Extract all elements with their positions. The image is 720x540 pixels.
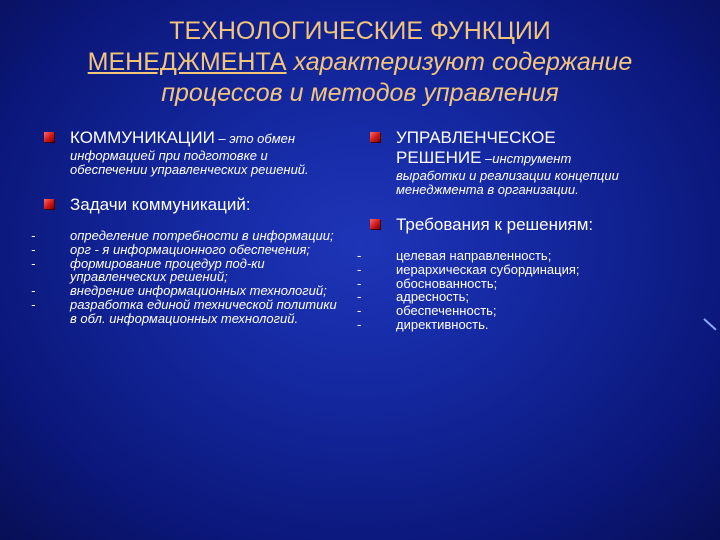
square-bullet-icon: [44, 199, 54, 209]
decorative-line: [703, 318, 716, 330]
list-item: - целевая направленность;: [370, 249, 690, 263]
title-line1: ТЕХНОЛОГИЧЕСКИЕ ФУНКЦИИ: [169, 17, 551, 45]
list-item: - определение потребности в информации;: [44, 229, 344, 243]
communications-suffix: – это обмен: [214, 131, 296, 146]
list-item: - внедрение информационных технологий;: [44, 284, 344, 298]
tasks-list: [44, 229, 344, 326]
decision-suffix: –инструмент: [481, 151, 572, 166]
list-item: - орг - я информационного обеспечения;: [44, 243, 344, 257]
requirements-list: [370, 249, 690, 332]
list-item: - обеспеченность;: [370, 304, 690, 318]
title-line3: процессов и методов управления: [161, 79, 559, 107]
decision-desc: выработки и реализации концепции менеджмента в организации.: [396, 168, 619, 197]
square-bullet-icon: [44, 132, 54, 142]
list-item: - иерархическая субординация;: [370, 263, 690, 277]
decision-block: [370, 128, 690, 197]
list-item: - разработка единой технической политики в обл. информационных технологий.: [44, 298, 344, 326]
communications-desc: информацией при подготовке и обеспечении управленческих решений.: [70, 148, 309, 177]
list-item: - адресность;: [370, 290, 690, 304]
title-line2-rest: характеризуют содержание: [286, 48, 633, 76]
list-item: - директивность.: [370, 318, 690, 332]
requirements-block: [370, 215, 690, 235]
communications-block: [44, 128, 344, 177]
title-underlined: МЕНЕДЖМЕНТА: [87, 48, 287, 76]
decision-heading-line2: РЕШЕНИЕ: [396, 148, 482, 167]
list-item: - формирование процедур под-ки управленческих решений;: [44, 257, 344, 285]
tasks-block: [44, 195, 344, 215]
slide-title: [30, 16, 690, 109]
list-item: - обоснованность;: [370, 277, 690, 291]
requirements-heading: Требования к решениям:: [396, 215, 594, 234]
tasks-heading: Задачи коммуникаций:: [70, 195, 251, 214]
left-column: [44, 128, 344, 342]
communications-heading: КОММУНИКАЦИИ: [70, 128, 215, 147]
square-bullet-icon: [370, 219, 380, 229]
decision-heading-line1: УПРАВЛЕНЧЕСКОЕ: [396, 128, 556, 147]
square-bullet-icon: [370, 132, 380, 142]
right-column: [370, 128, 690, 348]
